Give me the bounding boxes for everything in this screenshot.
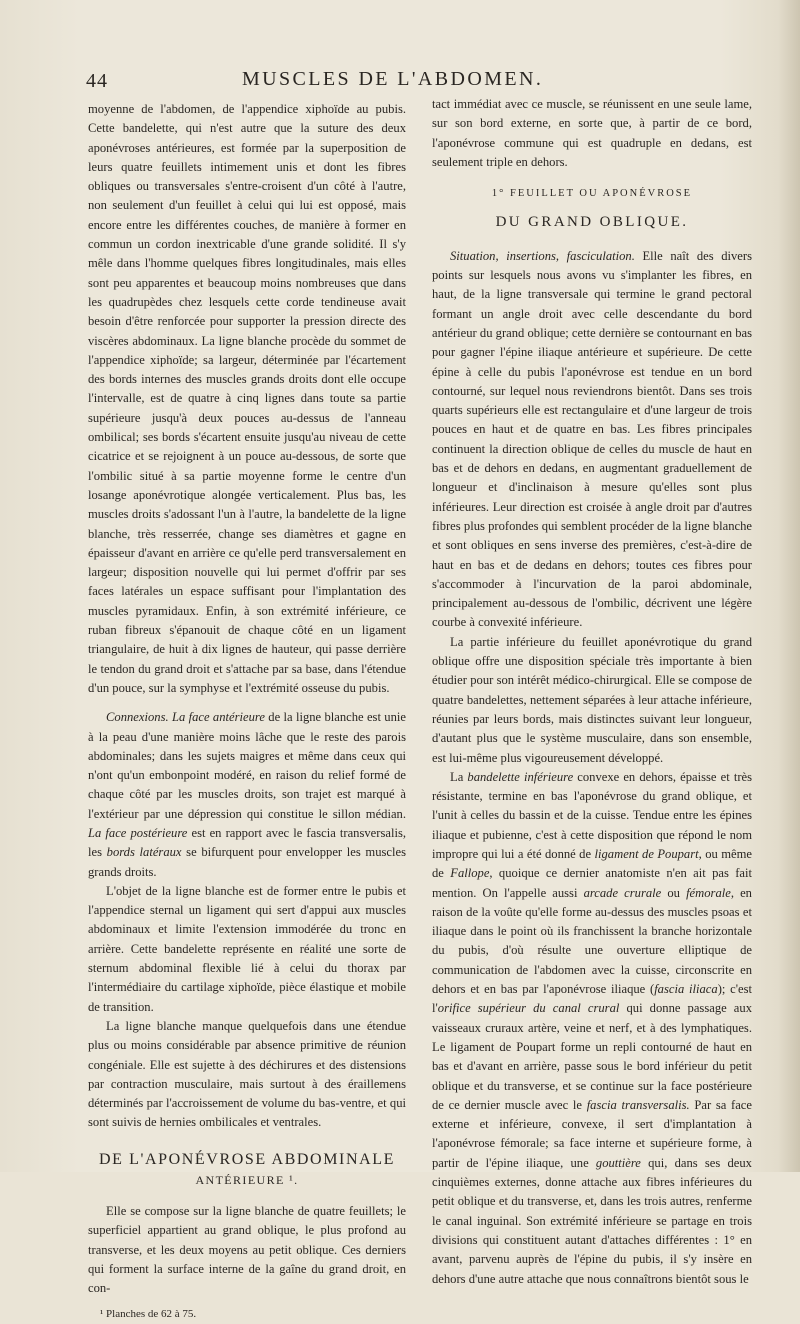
paragraph-connexions	[88, 708, 406, 882]
text-b-g: ); c'est l'	[432, 982, 752, 1016]
page-edge-shadow	[778, 0, 800, 1172]
paragraph-partie-inferieure: La partie inférieure du feuillet aponévrotique du grand oblique offre une disposition spéciale très importante à bien étudier pour son intérêt médico-chirurgical. Elle se compose de quatre bandelettes, nettement séparées à leur attache inférieure, réunies par leurs bords, mais distinctes suivant leur longueur, d'autant plus que le système musculaire, dans son ensemble, est lui-même plus vigoureusement développé.	[432, 634, 752, 765]
page-number: 44	[86, 70, 108, 92]
label-fascia-transversalis: fascia transversalis.	[586, 1097, 690, 1112]
text-b-a: La	[450, 769, 464, 784]
label-orifice: orifice supérieur du canal crural	[437, 1001, 620, 1016]
text-connexions-c: se bifurquent pour envelopper les muscles grands droits.	[88, 845, 406, 879]
label-situation: Situation, insertions, fasciculation.	[450, 248, 635, 263]
right-column	[432, 95, 752, 1289]
label-fascia-iliaca: fascia iliaca	[654, 982, 718, 997]
section-subtitle: ANTÉRIEURE ¹.	[195, 1172, 299, 1187]
text-b-b: convexe en dehors, épaisse et très résistante, termine en bas l'aponévrose du grand oblique, et l'unit à celles du bassin et de la cuisse. Tendue entre les épines iliaque et pubienne, c'est à cette disposition que répond le nom impropre qui lui a été donné de	[432, 769, 753, 861]
text-b-c: , ou même de	[432, 846, 753, 881]
paragraph-linea-alba: moyenne de l'abdomen, de l'appendice xiphoïde au pubis. Cette bandelette, qui n'est autre que la suture des deux aponévroses antérieures, est formée par la superposition de leurs quatre feuillets intimement unis et dont les fibres obliques ou transversales s'entre-croisent d'un côté à l'autre, non seulement d'un feuillet à celui qui lui est opposé, mais encore entre les différentes couches, de manière à former en commun un cordon inextricable d'une grande solidité. Il s'y mêle dans l'homme quelques fibres longitudinales, mais elles sont peu apparentes et beaucoup moins nombreuses que dans les quadrupèdes chez lesquels cette corde tendineuse avait besoin d'être renforcée pour supporter la pression directe des viscères abdominaux. La ligne blanche procède du sommet de l'appendice xiphoïde; sa largeur, déterminée par l'écartement des bords internes des muscles grands droits dont elle occupe l'intervalle, est de quatre à cinq lignes dans toute sa partie supérieure jusqu'à deux pouces au-dessus de l'anneau ombilical; ses bords s'écartent ensuite jusqu'au niveau de cette cicatrice et se rejoignent à un pouce au-dessous, de sorte que l'ombilic situé à sa partie moyenne forme le centre d'un losange aponévrotique alongée verticalement. Plus bas, les muscles droits s'adossant l'un à l'autre, la bandelette de la ligne blanche, très resserrée, change ses diamètres et gagne en épaisseur d'avant en arrière ce qu'elle perd transversalement en largeur; disposition nouvelle qui lui permet d'offrir par ses faces latérales un espace suffisant pour l'implantation des muscles pyramidaux. Enfin, à son extrémité inférieure, ce ruban fibreux s'épanouit de chaque côté en un ligament triangulaire, de huit à dix lignes de hauteur, qui passe derrière le tendon du grand droit et s'attache par sa base, dans l'étendue d'un pouce, sur la symphyse et l'extrémité osseuse du pubis.	[88, 102, 406, 695]
heading-grand-oblique: DU GRAND OBLIQUE.	[495, 214, 689, 231]
text-b-h: qui donne passage aux vaisseaux cruraux artère, veine et nerf, et à des lymphatiques. Le ligament de Poupart forme un repli contourné de haut en bas et d'avant en arrière, passe sous le bord inférieur du petit oblique et du transverse, et se continue sur la face postérieure de ce dernier muscle avec le	[432, 1001, 752, 1112]
text-b-j: qui, dans ses deux cinquièmes externes, donne attache aux fibres inférieures du petit oblique et du transverse, et, dans les trois autres, renferme le canal inguinal. Son extrémité inférieure se partage en trois divisions qui constituent autant d'attaches différentes : 1° en avant, parvenu auprès de l'épine du pubis, il s'y insère en dehors d'une autre attache que nous connaîtrons bientôt sous le	[432, 1155, 752, 1286]
label-gouttiere: gouttière	[595, 1155, 641, 1170]
paragraph-contact: tact immédiat avec ce muscle, se réunissent en une seule lame, sur son bord externe, en sorte que, à partir de ce bord, l'aponévrose commune qui est quadruple en dedans, est seulement triple en dehors.	[432, 97, 752, 169]
label-fallope: Fallope	[450, 866, 490, 881]
label-connexions: Connexions.	[106, 710, 169, 725]
paragraph-situation	[432, 247, 752, 633]
text-connexions: de la ligne blanche est unie à la peau d'une manière moins lâche que le reste des parois abdominales; dans les sujets maigres et même dans ceux qui n'ont qu'un embonpoint modéré, en raison du relief formé de chaque côté par les muscles droits, son trajet est marqué à l'extérieur par une dépression qui constitue le sillon médian.	[88, 710, 406, 821]
paragraph-manque: La ligne blanche manque quelquefois dans une étendue plus ou moins considérable par absence primitive de réunion congéniale. Elle est sujette à des déchirures et des distensions par contraction musculaire, mais surtout à des éraillemens déterminés par l'accroissement de volume du bas-ventre, et qui sont suivis de hernies ombilicales et ventrales.	[88, 1018, 406, 1130]
label-bandelette: bandelette inférieure	[467, 769, 574, 784]
text-b-i: Par sa face externe et inférieure, convexe, il sert d'implantation à l'aponévrose fémorale; sa face interne et supérieure forme, à partir de l'épine iliaque, une	[432, 1097, 752, 1170]
footnote: ¹ Planches de 62 à 75.	[100, 1307, 197, 1320]
section-title: DE L'APONÉVROSE ABDOMINALE	[98, 1150, 396, 1168]
paragraph-bandelette	[432, 768, 752, 1289]
text-b-f: , en raison de la voûte qu'elle forme au-dessus des muscles psoas et iliaque dans le point où ils franchissent la branche horizontale du pubis, d'où résulte une ouverture elliptique de communication de l'abdomen avec la cuisse, circonscrite en dehors et en bas par l'aponévrose iliaque (	[432, 885, 752, 997]
text-b-e: ou	[667, 885, 680, 900]
paragraph-composition: Elle se compose sur la ligne blanche de quatre feuillets; le superficiel appartient au grand oblique, le plus profond au transverse, et les deux moyens au petit oblique. Ces derniers qui forment la surface interne de la gaîne du grand droit, en con-	[88, 1204, 406, 1296]
heading-feuillet: 1° FEUILLET OU APONÉVROSE	[491, 188, 693, 200]
label-poupart: ligament de Poupart	[594, 846, 699, 861]
text-situation: Elle naît des divers points sur lesquels nous avons vu s'implanter les fibres, en haut, de la ligne transversale qui termine le grand pectoral formant un angle droit avec celle descendante du bord antérieur du grand oblique; cette dernière se contournant en bas pour gagner l'épine iliaque antérieure et supérieure. De cette épine à celle du pubis l'aponévrose est tendue en un bord contourné, sur lequel nous reviendrons bientôt. Dans ses trois quarts supérieurs elle est rectangulaire et d'une largeur de trois pouces en haut et de quatre en bas. Les fibres principales continuent la direction oblique de celles du muscle de haut en bas et de dehors en dedans, en augmentant graduellement de longueur et d'inclinaison à mesure qu'elles sont plus inférieures. Leur direction est croisée à angle droit par d'autres fibres plus profondes qui semblent procéder de la ligne blanche et sont obliques en sens inverse des premières, c'est-à-dire de haut en bas et de dedans en dehors; toutes ces fibres pour s'accommoder à l'incurvation de la paroi abdominale, principalement au-dessous de l'ombilic, décrivent une légère courbe à convexité inférieure.	[432, 248, 752, 630]
label-femorale: fémorale	[686, 885, 731, 900]
label-face-posterieure: La face postérieure	[88, 825, 188, 840]
label-bords-lateraux: bords latéraux	[106, 845, 182, 860]
text-b-d: , quoique ce dernier anatomiste n'en ait pas fait mention. On l'appelle aussi	[432, 866, 752, 900]
paragraph-objet: L'objet de la ligne blanche est de former entre le pubis et l'appendice sternal un ligament qui sert d'appui aux muscles abdominaux et limite l'extension immodérée du tronc en arrière. Cette bandelette représente en réalité une sorte de sternum abdominal flexible lié à celui du thorax par l'intermédiaire du cartilage xiphoïde, pièce élastique et mobile de transition.	[88, 883, 406, 1014]
text-connexions-b: est en rapport avec le fascia transversalis, les	[88, 825, 406, 860]
left-column	[88, 100, 406, 1324]
label-face-anterieure: La face antérieure	[171, 710, 265, 725]
running-title: MUSCLES DE L'ABDOMEN.	[242, 68, 544, 90]
page-header	[86, 68, 786, 96]
label-arcade: arcade crurale	[583, 885, 662, 900]
